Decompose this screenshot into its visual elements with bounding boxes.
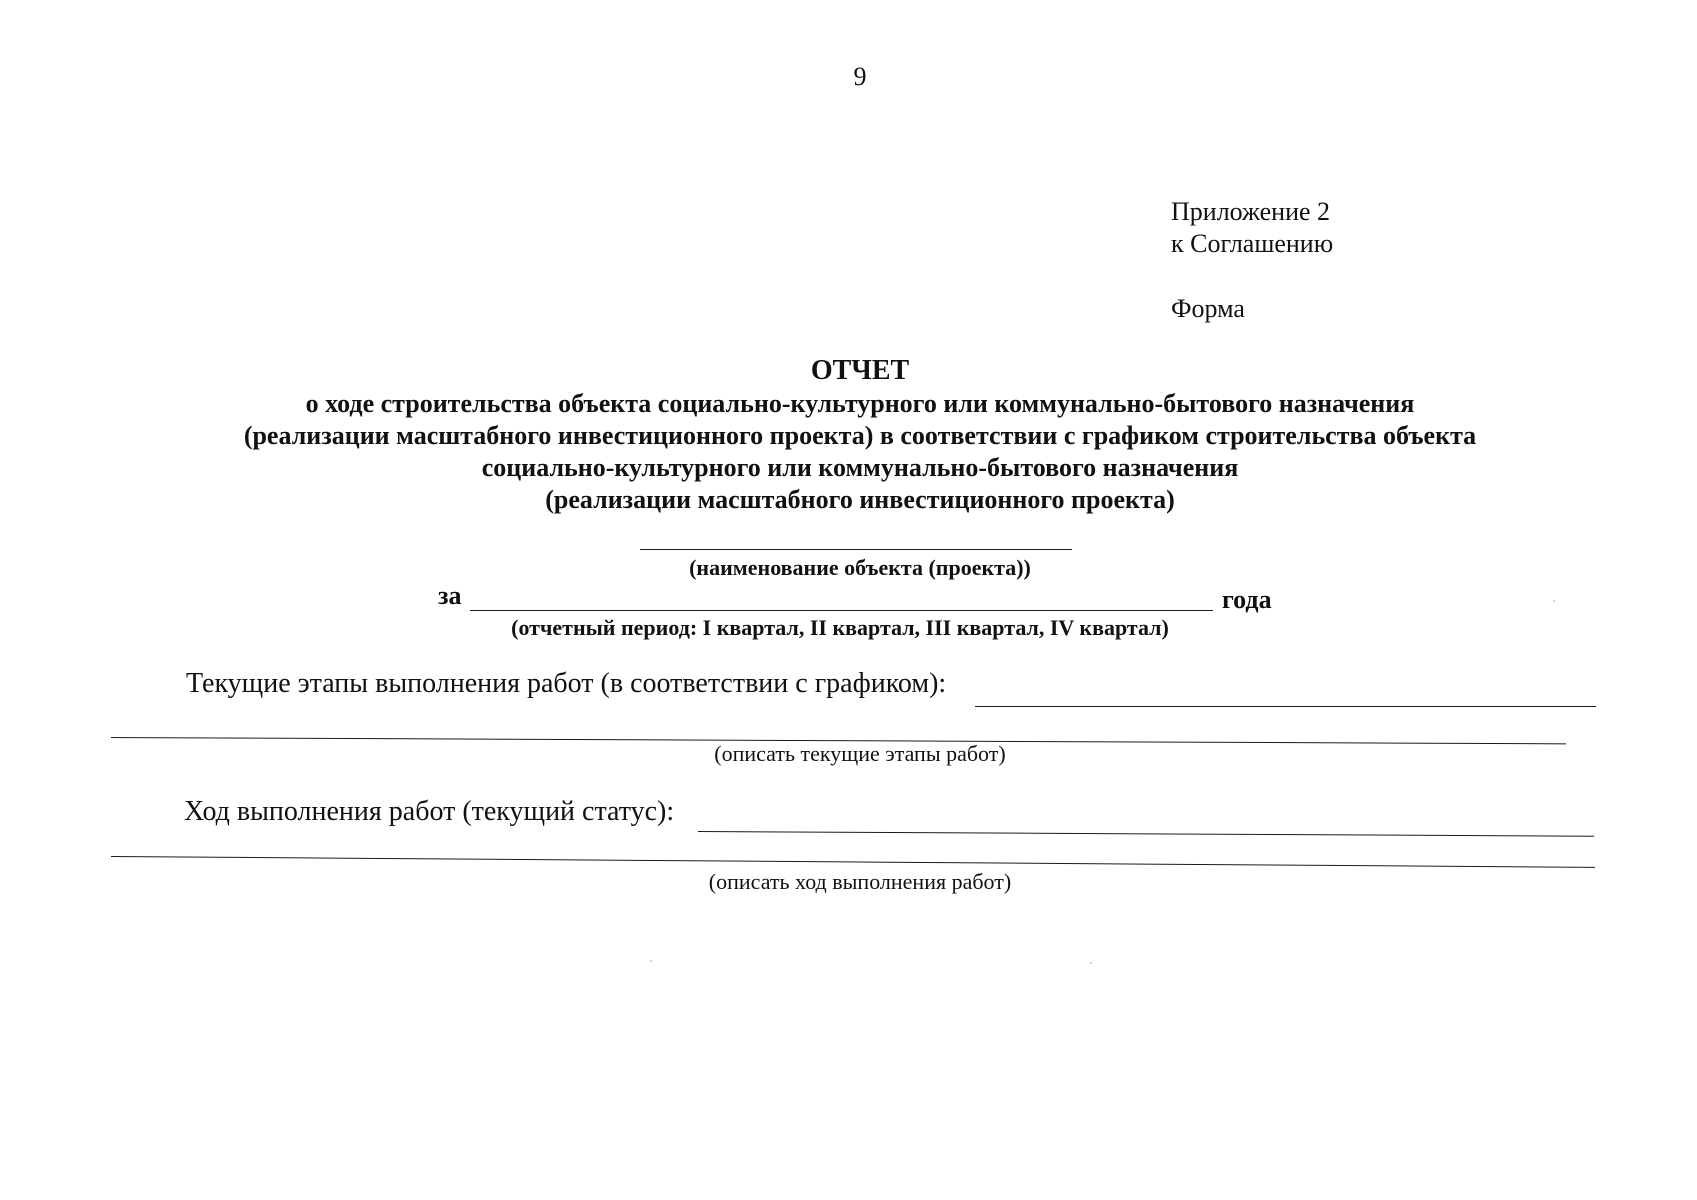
current-stages-caption: (описать текущие этапы работ) (714, 741, 1006, 766)
attachment-line-1: Приложение 2 (1171, 197, 1331, 226)
current-stages-label: Текущие этапы выполнения работ (в соответствии с графиком): (186, 668, 947, 699)
current-stages-blank-1[interactable] (975, 706, 1596, 707)
report-title-line-4: (реализации масштабного инвестиционного проекта) (545, 485, 1175, 514)
report-title-main: ОТЧЕТ (810, 355, 910, 386)
report-title-line-3: социально-культурного или коммунально-бытового назначения (481, 453, 1239, 482)
report-title-line-1: о ходе строительства объекта социально-культурного или коммунально-бытового назначения (305, 389, 1415, 418)
attachment-line-2: к Соглашению (1171, 229, 1334, 258)
scan-speck (1090, 962, 1092, 964)
object-name-caption: (наименование объекта (проекта)) (689, 555, 1031, 580)
report-title-line-2: (реализации масштабного инвестиционного проекта) в соответствии с графиком строительства объекта (243, 421, 1477, 450)
work-progress-blank-1[interactable] (698, 831, 1594, 837)
period-suffix: года (1222, 585, 1272, 614)
period-prefix: за (438, 581, 462, 610)
attachment-note (1171, 196, 1333, 260)
scan-speck (1553, 600, 1555, 602)
form-label: Форма (1171, 294, 1245, 323)
object-name-blank[interactable] (640, 549, 1072, 550)
scan-speck (650, 960, 652, 962)
work-progress-blank-2[interactable] (111, 856, 1595, 868)
period-blank[interactable] (470, 610, 1213, 611)
page-number: 9 (853, 62, 867, 91)
work-progress-label: Ход выполнения работ (текущий статус): (184, 796, 675, 827)
report-title (0, 354, 1697, 516)
period-caption: (отчетный период: I квартал, II квартал, III квартал, IV квартал) (511, 615, 1169, 640)
work-progress-caption: (описать ход выполнения работ) (708, 869, 1012, 894)
